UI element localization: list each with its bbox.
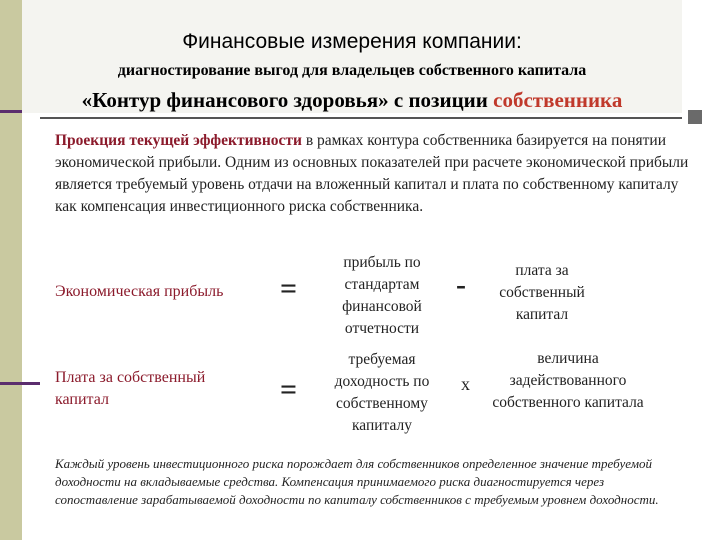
- formula2-label: Плата за собственный капитал: [55, 369, 206, 408]
- formula2-equals: =: [280, 373, 298, 406]
- intro-lead: Проекция текущей эффективности: [55, 132, 302, 149]
- formula1-term2: плата за собственный капитал: [499, 262, 585, 323]
- divider: [40, 117, 682, 119]
- intro-rest: в рамках контура собственника базируется на понятии экономической прибыли. Одним из основных показателей при расчете экономической прибыли является требуемый уровень отдачи на вложенный капитал и плата по собственному капиталу как компенсация инвестиционного риска собственника.: [55, 132, 689, 215]
- intro-paragraph: [55, 130, 690, 218]
- formula2-operator: х: [461, 374, 470, 394]
- page-title: Финансовые измерения компании:: [182, 30, 522, 53]
- section-title: [22, 88, 682, 113]
- formula1-term1: прибыль по стандартам финансовой отчетности: [342, 254, 422, 337]
- footer-note: Каждый уровень инвестиционного риска порождает для собственников определенное значение требуемой доходности на вкладываемые средства. Компенсация принимаемого риска диагностируется через сопоставление зарабатываемой доходности по капиталу собственников с требуемым уровнем доходности.: [55, 456, 659, 507]
- section-title-highlight: собственника: [493, 88, 623, 112]
- left-sidebar-decor: [0, 0, 22, 540]
- formula1-equals: =: [280, 272, 298, 305]
- formula2-term2: величина задействованного собственного капитала: [492, 350, 644, 411]
- page-subtitle: диагностирование выгод для владельцев собственного капитала: [117, 62, 587, 79]
- section-title-main: «Контур финансового здоровья» с позиции: [81, 88, 488, 112]
- formula1-operator: -: [456, 268, 466, 301]
- formula2-term1: требуемая доходность по собственному капиталу: [334, 351, 430, 434]
- sidebar-tick-bottom: [0, 382, 40, 385]
- formula1-label: Экономическая прибыль: [55, 283, 224, 300]
- decor-square: [688, 110, 702, 124]
